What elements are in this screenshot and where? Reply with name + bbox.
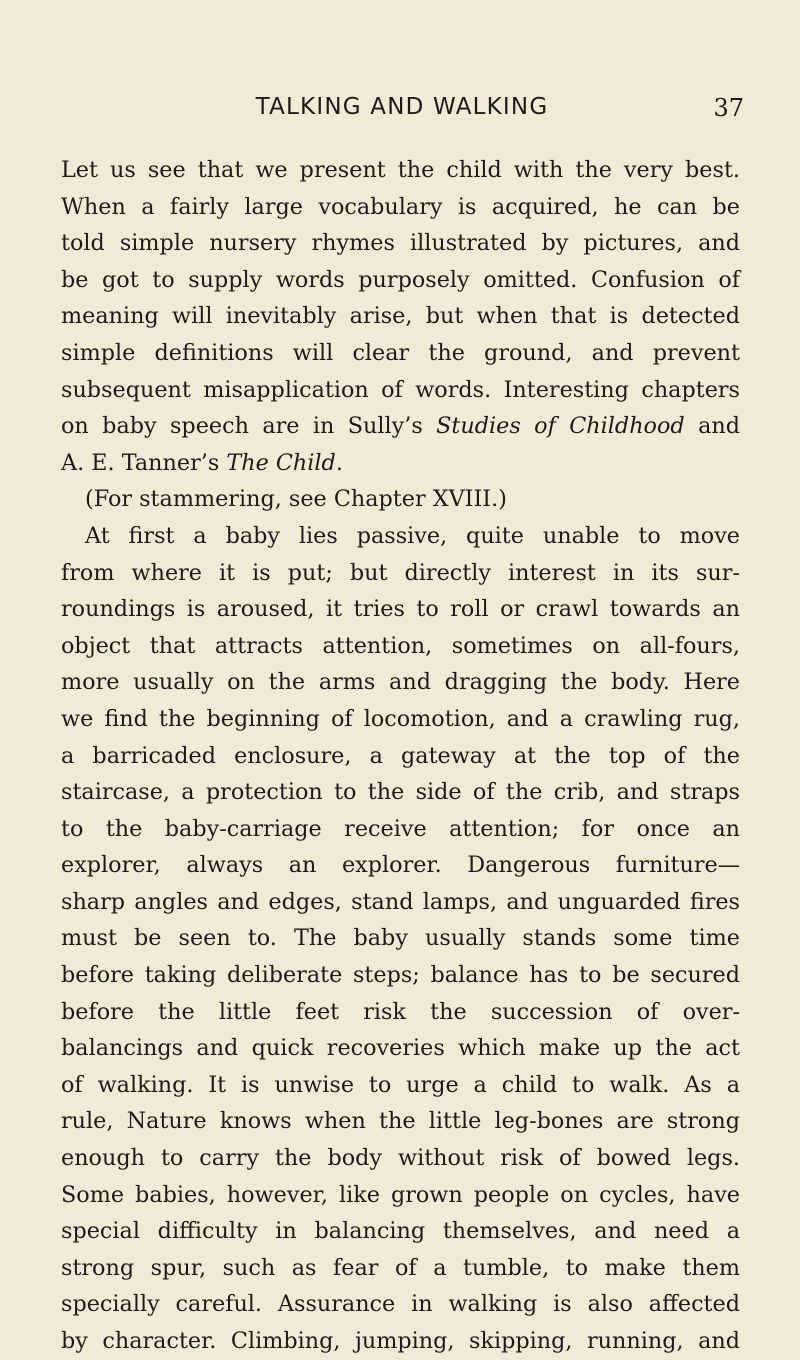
text-line: staircase, a protection to the side of the crib, and straps — [61, 779, 740, 806]
text-run: and — [684, 413, 740, 440]
text-line: meaning will inevitably arise, but when that is detected — [61, 303, 740, 330]
text-line — [61, 445, 740, 482]
text-line: must be seen to. The baby usually stands some time — [61, 925, 740, 952]
page-number: 37 — [713, 94, 744, 122]
text-line: specially careful. Assurance in walking is also affected — [61, 1291, 740, 1318]
book-title-italic: Studies of Childhood — [436, 413, 685, 440]
body-text — [61, 152, 740, 1360]
text-line: special difficulty in balancing themselves, and need a — [61, 1218, 740, 1245]
text-line: When a fairly large vocabulary is acquired, he can be — [61, 193, 740, 220]
text-line: by character. Climbing, jumping, skipping, running, and — [61, 1328, 740, 1354]
text-line: before taking deliberate steps; balance has to be secured — [61, 962, 740, 989]
text-line: before the little feet risk the succession of over- — [61, 998, 740, 1025]
text-line: (For stammering, see Chapter XVIII.) — [85, 486, 507, 513]
text-line: a barricaded enclosure, a gateway at the top of the — [61, 742, 740, 769]
text-line — [61, 408, 740, 445]
text-line: sharp angles and edges, stand lamps, and unguarded fires — [61, 888, 740, 915]
text-line: be got to supply words purposely omitted. Confusion of — [61, 266, 740, 293]
text-line: rule, Nature knows when the little leg-bones are strong — [61, 1108, 740, 1135]
text-run: . — [335, 449, 343, 476]
text-line: to the baby-carriage receive attention; for once an — [61, 815, 740, 842]
text-line: balancings and quick recoveries which make up the act — [61, 1035, 740, 1062]
text-line: from where it is put; but directly interest in its sur- — [61, 559, 740, 586]
text-line: of walking. It is unwise to urge a child to walk. As a — [61, 1071, 740, 1098]
text-line: we find the beginning of locomotion, and a crawling rug, — [61, 705, 740, 732]
text-line: enough to carry the body without risk of bowed legs. — [61, 1145, 740, 1172]
text-line: subsequent misapplication of words. Interesting chapters — [61, 376, 740, 403]
text-line: roundings is aroused, it tries to roll or crawl towards an — [61, 596, 740, 623]
text-line: more usually on the arms and dragging the body. Here — [61, 669, 740, 696]
text-line: explorer, always an explorer. Dangerous furniture— — [61, 852, 740, 879]
text-line: Some babies, however, like grown people on cycles, have — [61, 1181, 740, 1208]
text-line: At first a baby lies passive, quite unable to move — [85, 522, 740, 549]
running-head — [60, 90, 744, 130]
text-run: A. E. Tanner’s — [61, 449, 227, 476]
text-line: told simple nursery rhymes illustrated by pictures, and — [61, 230, 740, 257]
book-title-italic: The Child — [226, 449, 336, 476]
text-run: on baby speech are in Sully’s — [61, 413, 437, 440]
text-line: simple definitions will clear the ground, and prevent — [61, 339, 740, 366]
text-line: object that attracts attention, sometimes on all-fours, — [61, 632, 740, 659]
running-title: TALKING AND WALKING — [255, 94, 549, 120]
text-line: Let us see that we present the child with the very best. — [61, 157, 740, 183]
text-line: strong spur, such as fear of a tumble, to make them — [61, 1254, 740, 1281]
